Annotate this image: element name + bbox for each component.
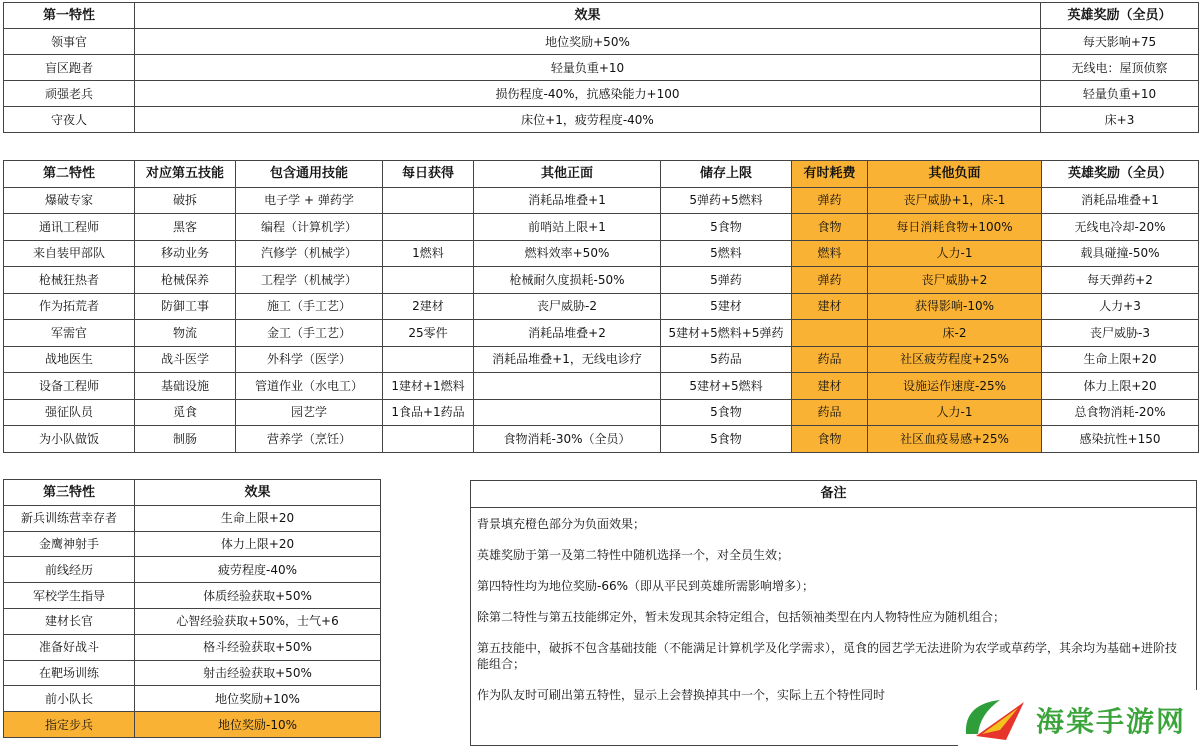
header-cell: 包含通用技能 xyxy=(236,161,383,188)
header-cell: 效果 xyxy=(135,480,381,506)
other-positive: 消耗品堆叠+1 xyxy=(474,187,661,214)
table-row xyxy=(4,686,381,712)
trait-name: 枪械狂热者 xyxy=(4,267,135,294)
daily-gain xyxy=(383,346,474,373)
fifth-skill: 黑客 xyxy=(135,214,236,241)
sometimes-cost: 药品 xyxy=(792,399,868,426)
storage-cap: 5食物 xyxy=(661,399,792,426)
trait-name: 准备好战斗 xyxy=(4,634,135,660)
trait-effect: 体力上限+20 xyxy=(135,531,381,557)
third-trait-table xyxy=(3,479,381,738)
general-skill: 电子学 + 弹药学 xyxy=(236,187,383,214)
storage-cap: 5燃料 xyxy=(661,240,792,267)
fifth-skill: 制肠 xyxy=(135,426,236,453)
leaf-logo-icon xyxy=(960,694,1030,742)
trait-name: 爆破专家 xyxy=(4,187,135,214)
storage-cap: 5弹药+5燃料 xyxy=(661,187,792,214)
header-cell: 对应第五技能 xyxy=(135,161,236,188)
daily-gain: 25零件 xyxy=(383,320,474,347)
sometimes-cost: 食物 xyxy=(792,426,868,453)
table-row xyxy=(4,267,1199,294)
other-positive: 消耗品堆叠+1，无线电诊疗 xyxy=(474,346,661,373)
other-negative: 人力-1 xyxy=(868,240,1042,267)
table-row xyxy=(4,373,1199,400)
fifth-skill: 防御工事 xyxy=(135,293,236,320)
trait-name: 设备工程师 xyxy=(4,373,135,400)
header-cell: 效果 xyxy=(135,3,1041,29)
trait-effect: 射击经验获取+50% xyxy=(135,660,381,686)
other-negative: 社区血疫易感+25% xyxy=(868,426,1042,453)
fifth-skill: 基础设施 xyxy=(135,373,236,400)
other-negative: 设施运作速度-25% xyxy=(868,373,1042,400)
storage-cap: 5建材+5燃料+5弹药 xyxy=(661,320,792,347)
table-row xyxy=(4,634,381,660)
daily-gain xyxy=(383,426,474,453)
header-cell: 其他负面 xyxy=(868,161,1042,188)
trait-effect: 心智经验获取+50%，士气+6 xyxy=(135,608,381,634)
sometimes-cost: 弹药 xyxy=(792,187,868,214)
hero-bonus: 每天弹药+2 xyxy=(1042,267,1199,294)
site-watermark xyxy=(958,690,1198,746)
hero-bonus: 体力上限+20 xyxy=(1042,373,1199,400)
note-item: 第五技能中，破拆不包含基础技能（不能满足计算机学及化学需求），觅食的园艺学无法进阶为农学或草药学，其余均为基础+进阶技能组合； xyxy=(477,641,1178,671)
storage-cap: 5建材+5燃料 xyxy=(661,373,792,400)
general-skill: 营养学（烹饪） xyxy=(236,426,383,453)
general-skill: 工程学（机械学） xyxy=(236,267,383,294)
hero-bonus: 轻量负重+10 xyxy=(1041,81,1199,107)
notes-body xyxy=(471,508,1196,703)
note-item: 背景填充橙色部分为负面效果； xyxy=(477,517,646,531)
table-row xyxy=(4,214,1199,241)
general-skill: 汽修学（机械学） xyxy=(236,240,383,267)
trait-name: 盲区跑者 xyxy=(4,55,135,81)
hero-bonus: 载具碰撞-50% xyxy=(1042,240,1199,267)
trait-effect: 生命上限+20 xyxy=(135,505,381,531)
sometimes-cost: 食物 xyxy=(792,214,868,241)
storage-cap: 5弹药 xyxy=(661,267,792,294)
other-positive xyxy=(474,373,661,400)
general-skill: 编程（计算机学） xyxy=(236,214,383,241)
hero-bonus: 生命上限+20 xyxy=(1042,346,1199,373)
trait-name: 强征队员 xyxy=(4,399,135,426)
hero-bonus: 无线电：屋顶侦察 xyxy=(1041,55,1199,81)
trait-effect: 地位奖励+10% xyxy=(135,686,381,712)
table-row xyxy=(4,583,381,609)
trait-name: 建材长官 xyxy=(4,608,135,634)
table-row xyxy=(4,660,381,686)
trait-effect: 地位奖励-10% xyxy=(135,712,381,738)
general-skill: 管道作业（水电工） xyxy=(236,373,383,400)
note-item: 英雄奖励于第一及第二特性中随机选择一个，对全员生效； xyxy=(477,548,790,562)
first-trait-table xyxy=(3,2,1199,133)
trait-effect: 损伤程度-40%，抗感染能力+100 xyxy=(135,81,1041,107)
trait-effect: 疲劳程度-40% xyxy=(135,557,381,583)
trait-name: 指定步兵 xyxy=(4,712,135,738)
trait-name: 顽强老兵 xyxy=(4,81,135,107)
header-cell: 每日获得 xyxy=(383,161,474,188)
table-row xyxy=(4,29,1199,55)
header-cell: 第二特性 xyxy=(4,161,135,188)
table-header-row xyxy=(4,3,1199,29)
sometimes-cost: 燃料 xyxy=(792,240,868,267)
trait-name: 领事官 xyxy=(4,29,135,55)
other-positive xyxy=(474,399,661,426)
general-skill: 金工（手工艺） xyxy=(236,320,383,347)
header-cell: 英雄奖励（全员） xyxy=(1042,161,1199,188)
header-cell: 其他正面 xyxy=(474,161,661,188)
trait-name: 来自装甲部队 xyxy=(4,240,135,267)
table-header-row xyxy=(4,480,381,506)
trait-name: 在靶场训练 xyxy=(4,660,135,686)
table-row xyxy=(4,346,1199,373)
trait-name: 前小队长 xyxy=(4,686,135,712)
general-skill: 外科学（医学） xyxy=(236,346,383,373)
storage-cap: 5药品 xyxy=(661,346,792,373)
other-negative: 丧尸威胁+1，床-1 xyxy=(868,187,1042,214)
hero-bonus: 丧尸威胁-3 xyxy=(1042,320,1199,347)
header-cell: 有时耗费 xyxy=(792,161,868,188)
other-negative: 社区疲劳程度+25% xyxy=(868,346,1042,373)
daily-gain xyxy=(383,187,474,214)
general-skill: 施工（手工艺） xyxy=(236,293,383,320)
other-positive: 丧尸威胁-2 xyxy=(474,293,661,320)
note-item: 作为队友时可刷出第五特性，显示上会替换掉其中一个，实际上五个特性同时 xyxy=(477,688,886,702)
table-row xyxy=(4,505,381,531)
fifth-skill: 战斗医学 xyxy=(135,346,236,373)
other-positive: 燃料效率+50% xyxy=(474,240,661,267)
table-row xyxy=(4,608,381,634)
other-positive: 前哨站上限+1 xyxy=(474,214,661,241)
hero-bonus: 总食物消耗-20% xyxy=(1042,399,1199,426)
trait-effect: 轻量负重+10 xyxy=(135,55,1041,81)
daily-gain: 2建材 xyxy=(383,293,474,320)
trait-effect: 地位奖励+50% xyxy=(135,29,1041,55)
table-row xyxy=(4,107,1199,133)
fifth-skill: 物流 xyxy=(135,320,236,347)
fifth-skill: 觅食 xyxy=(135,399,236,426)
header-cell: 第一特性 xyxy=(4,3,135,29)
trait-name: 为小队做饭 xyxy=(4,426,135,453)
notes-title: 备注 xyxy=(471,481,1196,508)
hero-bonus: 无线电冷却-20% xyxy=(1042,214,1199,241)
trait-name: 军校学生指导 xyxy=(4,583,135,609)
other-negative: 每日消耗食物+100% xyxy=(868,214,1042,241)
other-positive: 食物消耗-30%（全员） xyxy=(474,426,661,453)
header-cell: 第三特性 xyxy=(4,480,135,506)
table-row xyxy=(4,399,1199,426)
trait-name: 前线经历 xyxy=(4,557,135,583)
other-negative: 获得影响-10% xyxy=(868,293,1042,320)
trait-effect: 床位+1，疲劳程度-40% xyxy=(135,107,1041,133)
hero-bonus: 床+3 xyxy=(1041,107,1199,133)
table-row xyxy=(4,81,1199,107)
sometimes-cost: 弹药 xyxy=(792,267,868,294)
sometimes-cost: 药品 xyxy=(792,346,868,373)
daily-gain: 1燃料 xyxy=(383,240,474,267)
watermark-text: 海棠手游网 xyxy=(1036,705,1187,738)
trait-name: 新兵训练营幸存者 xyxy=(4,505,135,531)
note-item: 除第二特性与第五技能绑定外，暂未发现其余特定组合，包括领袖类型在内人物特性应为随机组合； xyxy=(477,610,1006,624)
other-positive: 消耗品堆叠+2 xyxy=(474,320,661,347)
fifth-skill: 破拆 xyxy=(135,187,236,214)
trait-name: 军需官 xyxy=(4,320,135,347)
trait-effect: 格斗经验获取+50% xyxy=(135,634,381,660)
trait-effect: 体质经验获取+50% xyxy=(135,583,381,609)
sometimes-cost xyxy=(792,320,868,347)
other-negative: 人力-1 xyxy=(868,399,1042,426)
hero-bonus: 人力+3 xyxy=(1042,293,1199,320)
sometimes-cost: 建材 xyxy=(792,293,868,320)
table-row xyxy=(4,293,1199,320)
table-row xyxy=(4,55,1199,81)
storage-cap: 5食物 xyxy=(661,426,792,453)
table-row xyxy=(4,320,1199,347)
other-positive: 枪械耐久度损耗-50% xyxy=(474,267,661,294)
hero-bonus: 感染抗性+150 xyxy=(1042,426,1199,453)
daily-gain xyxy=(383,267,474,294)
second-trait-table xyxy=(3,160,1199,453)
storage-cap: 5食物 xyxy=(661,214,792,241)
trait-name: 守夜人 xyxy=(4,107,135,133)
hero-bonus: 每天影响+75 xyxy=(1041,29,1199,55)
daily-gain xyxy=(383,214,474,241)
fifth-skill: 移动业务 xyxy=(135,240,236,267)
storage-cap: 5建材 xyxy=(661,293,792,320)
trait-name: 通讯工程师 xyxy=(4,214,135,241)
trait-name: 作为拓荒者 xyxy=(4,293,135,320)
table-row xyxy=(4,426,1199,453)
daily-gain: 1食品+1药品 xyxy=(383,399,474,426)
table-row xyxy=(4,531,381,557)
table-row xyxy=(4,240,1199,267)
sometimes-cost: 建材 xyxy=(792,373,868,400)
daily-gain: 1建材+1燃料 xyxy=(383,373,474,400)
table-row xyxy=(4,557,381,583)
header-cell: 英雄奖励（全员） xyxy=(1041,3,1199,29)
table-row xyxy=(4,712,381,738)
note-item: 第四特性均为地位奖励-66%（即从平民到英雄所需影响增多）； xyxy=(477,579,815,593)
trait-name: 战地医生 xyxy=(4,346,135,373)
other-negative: 丧尸威胁+2 xyxy=(868,267,1042,294)
header-cell: 储存上限 xyxy=(661,161,792,188)
table-header-row xyxy=(4,161,1199,188)
fifth-skill: 枪械保养 xyxy=(135,267,236,294)
general-skill: 园艺学 xyxy=(236,399,383,426)
table-row xyxy=(4,187,1199,214)
other-negative: 床-2 xyxy=(868,320,1042,347)
trait-name: 金鹰神射手 xyxy=(4,531,135,557)
hero-bonus: 消耗品堆叠+1 xyxy=(1042,187,1199,214)
